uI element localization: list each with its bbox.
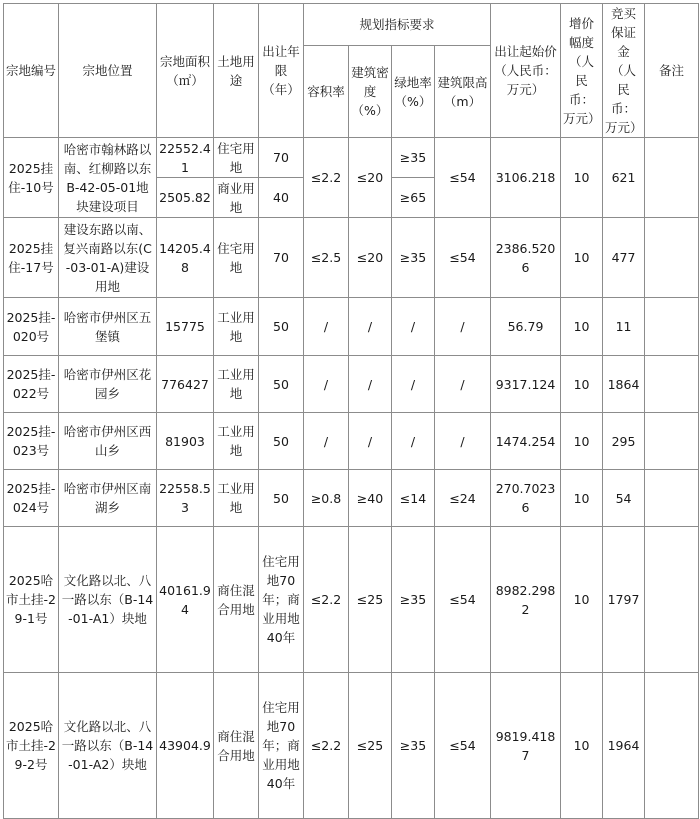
table-row [4,413,699,470]
cell-far: ≤2.2 [304,673,349,819]
cell-far: ≤2.2 [304,527,349,673]
cell-green: ≥35 [392,138,435,178]
table-row [4,356,699,413]
cell-term: 50 [259,413,304,470]
cell-increment: 10 [561,470,603,527]
cell-remark [645,673,699,819]
cell-remark [645,298,699,356]
table-row [4,470,699,527]
cell-location: 哈密市翰林路以南、红柳路以东B-42-05-01地块建设项目 [59,138,157,218]
cell-deposit: 11 [603,298,645,356]
cell-location: 文化路以北、八一路以东（B-14-01-A2）块地 [59,673,157,819]
cell-area: 22552.41 [157,138,214,178]
cell-height: ≤54 [435,527,491,673]
cell-height: ≤54 [435,138,491,218]
header-location: 宗地位置 [59,4,157,138]
cell-use: 住宅用地 [214,218,259,298]
cell-use: 工业用地 [214,470,259,527]
cell-height: ≤54 [435,218,491,298]
cell-use: 商住混合用地 [214,527,259,673]
cell-density: / [349,413,392,470]
cell-start-price: 8982.2982 [491,527,561,673]
cell-location: 哈密市伊州区花园乡 [59,356,157,413]
table-row [4,673,699,819]
header-term: 出让年限（年） [259,4,304,138]
cell-parcel-no: 2025挂-022号 [4,356,59,413]
cell-remark [645,218,699,298]
cell-height: / [435,356,491,413]
cell-density: ≥40 [349,470,392,527]
cell-area: 2505.82 [157,178,214,218]
cell-deposit: 295 [603,413,645,470]
cell-remark [645,356,699,413]
cell-far: / [304,356,349,413]
cell-location: 哈密市伊州区五堡镇 [59,298,157,356]
header-density: 建筑密度（%） [349,46,392,138]
cell-remark [645,527,699,673]
cell-use: 商业用地 [214,178,259,218]
cell-far: / [304,298,349,356]
cell-deposit: 477 [603,218,645,298]
cell-increment: 10 [561,298,603,356]
cell-remark [645,413,699,470]
cell-deposit: 1864 [603,356,645,413]
cell-start-price: 3106.218 [491,138,561,218]
table-row [4,218,699,298]
cell-green: ≥35 [392,218,435,298]
cell-use: 工业用地 [214,413,259,470]
cell-parcel-no: 2025挂-020号 [4,298,59,356]
cell-area: 15775 [157,298,214,356]
header-deposit: 竞买保证金（人民币：万元） [603,4,645,138]
cell-term: 50 [259,470,304,527]
cell-deposit: 54 [603,470,645,527]
cell-parcel-no: 2025哈市土挂-29-2号 [4,673,59,819]
cell-location: 哈密市伊州区南湖乡 [59,470,157,527]
cell-green: / [392,298,435,356]
cell-use: 工业用地 [214,356,259,413]
cell-green: ≥35 [392,673,435,819]
cell-use: 住宅用地 [214,138,259,178]
cell-term: 40 [259,178,304,218]
cell-parcel-no: 2025挂住-17号 [4,218,59,298]
cell-density: / [349,356,392,413]
cell-density: ≤25 [349,673,392,819]
cell-increment: 10 [561,673,603,819]
cell-start-price: 9819.4187 [491,673,561,819]
cell-height: ≤54 [435,673,491,819]
cell-increment: 10 [561,527,603,673]
table-row [4,138,699,178]
cell-term: 50 [259,298,304,356]
cell-term: 住宅用地70年；商业用地40年 [259,673,304,819]
cell-term: 住宅用地70年；商业用地40年 [259,527,304,673]
cell-green: ≥35 [392,527,435,673]
table-row [4,298,699,356]
cell-start-price: 9317.124 [491,356,561,413]
header-parcel-no: 宗地编号 [4,4,59,138]
header-row-1 [4,4,699,46]
cell-increment: 10 [561,218,603,298]
cell-term: 50 [259,356,304,413]
header-green: 绿地率（%） [392,46,435,138]
cell-deposit: 621 [603,138,645,218]
cell-height: / [435,298,491,356]
cell-area: 22558.53 [157,470,214,527]
cell-area: 40161.94 [157,527,214,673]
header-start-price: 出让起始价（人民币：万元） [491,4,561,138]
cell-increment: 10 [561,356,603,413]
cell-green: ≥65 [392,178,435,218]
cell-far: / [304,413,349,470]
cell-density: / [349,298,392,356]
cell-height: / [435,413,491,470]
cell-location: 文化路以北、八一路以东（B-14-01-A1）块地 [59,527,157,673]
cell-increment: 10 [561,138,603,218]
cell-area: 81903 [157,413,214,470]
cell-start-price: 56.79 [491,298,561,356]
cell-far: ≤2.2 [304,138,349,218]
cell-deposit: 1797 [603,527,645,673]
cell-use: 商住混合用地 [214,673,259,819]
cell-remark [645,470,699,527]
cell-area: 43904.9 [157,673,214,819]
cell-far: ≥0.8 [304,470,349,527]
cell-area: 776427 [157,356,214,413]
cell-start-price: 1474.254 [491,413,561,470]
cell-start-price: 2386.5206 [491,218,561,298]
header-area: 宗地面积（㎡） [157,4,214,138]
header-far: 容积率 [304,46,349,138]
cell-parcel-no: 2025哈市土挂-29-1号 [4,527,59,673]
cell-deposit: 1964 [603,673,645,819]
cell-term: 70 [259,138,304,178]
land-auction-table [3,3,699,819]
cell-increment: 10 [561,413,603,470]
cell-green: / [392,356,435,413]
cell-density: ≤25 [349,527,392,673]
header-planning: 规划指标要求 [304,4,491,46]
cell-area: 14205.48 [157,218,214,298]
cell-green: ≤14 [392,470,435,527]
cell-parcel-no: 2025挂住-10号 [4,138,59,218]
cell-location: 建设东路以南、复兴南路以东(C-03-01-A)建设用地 [59,218,157,298]
cell-green: / [392,413,435,470]
header-height: 建筑限高（m） [435,46,491,138]
cell-height: ≤24 [435,470,491,527]
cell-parcel-no: 2025挂-023号 [4,413,59,470]
table-row [4,527,699,673]
header-use: 土地用途 [214,4,259,138]
cell-density: ≤20 [349,218,392,298]
cell-location: 哈密市伊州区西山乡 [59,413,157,470]
cell-use: 工业用地 [214,298,259,356]
header-remark: 备注 [645,4,699,138]
header-increment: 增价幅度（人民币：万元） [561,4,603,138]
cell-term: 70 [259,218,304,298]
cell-far: ≤2.5 [304,218,349,298]
cell-density: ≤20 [349,138,392,218]
cell-remark [645,138,699,218]
cell-parcel-no: 2025挂-024号 [4,470,59,527]
cell-start-price: 270.70236 [491,470,561,527]
